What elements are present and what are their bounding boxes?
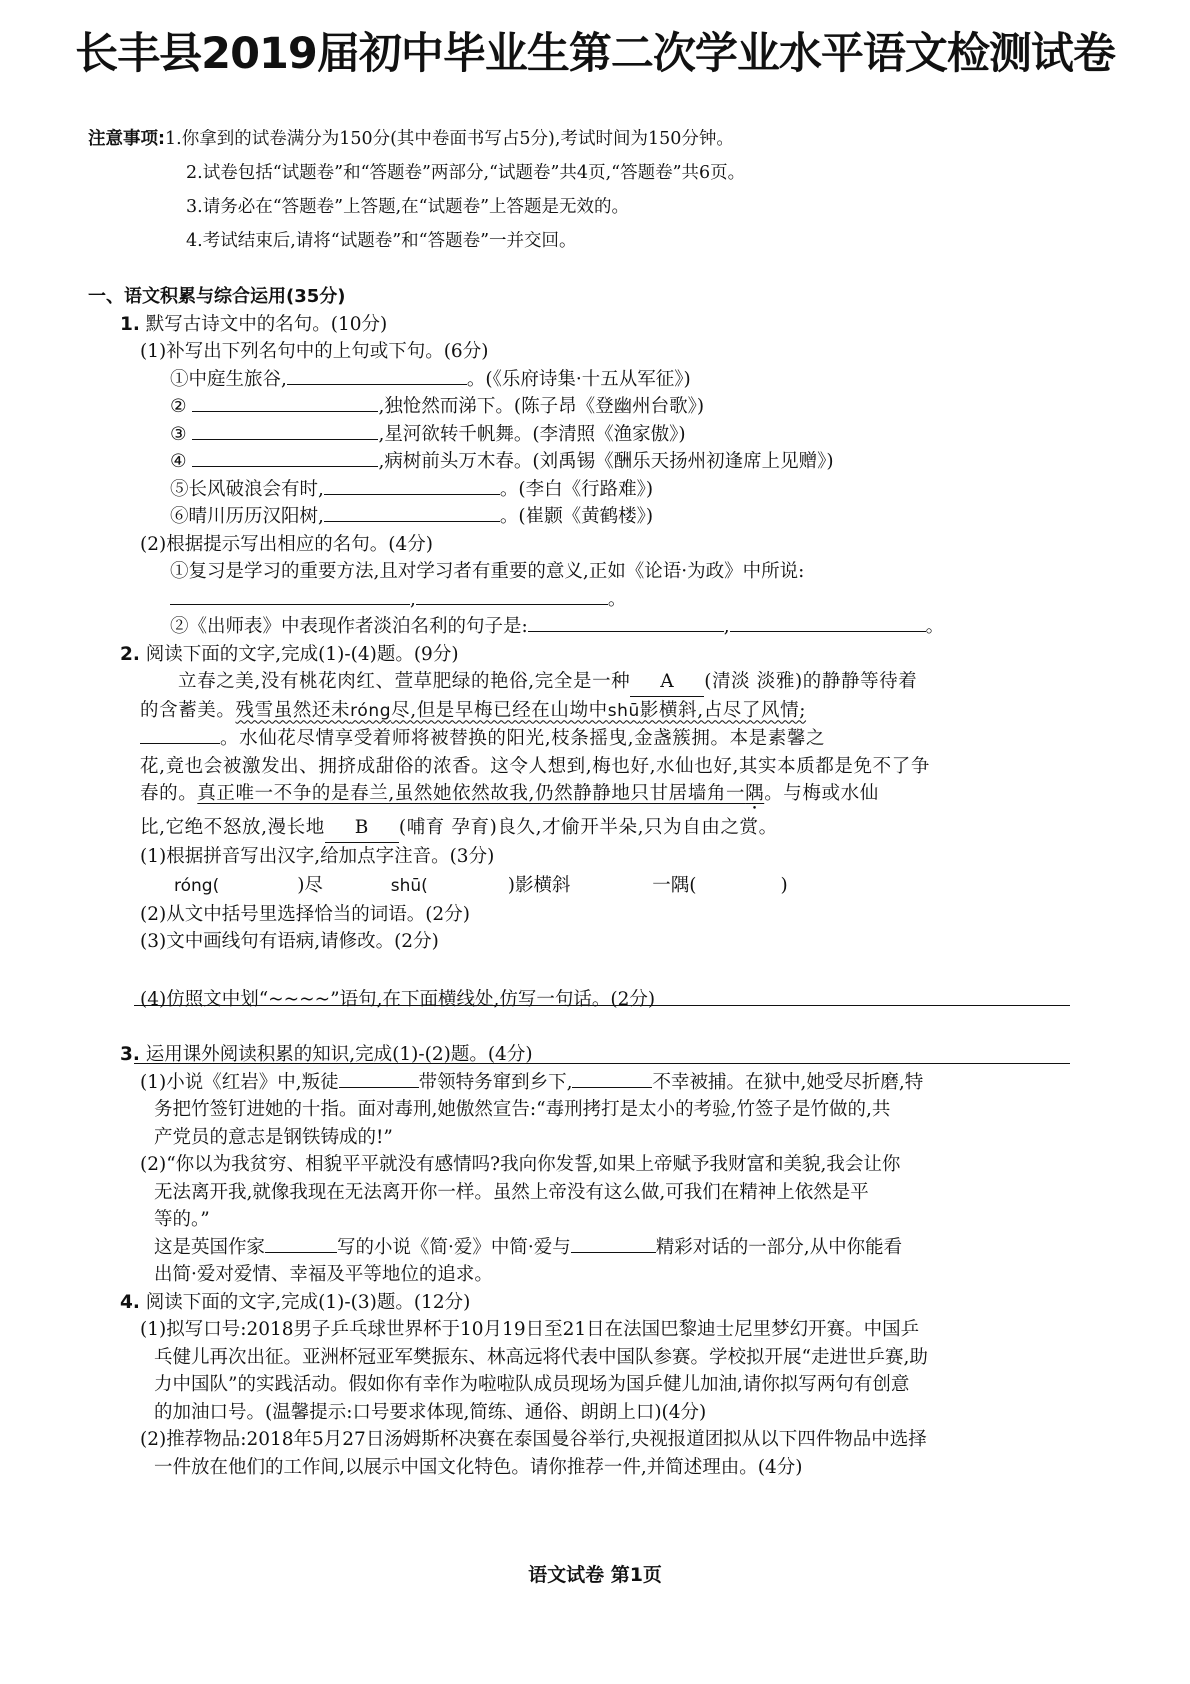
q1-item-5: ⑤长风破浪会有时, 。(李白《行路难》) (88, 476, 1088, 504)
exam-title: 长丰县2019届初中毕业生第二次学业水平语文检测试卷 (75, 29, 1115, 79)
wavy-underlined-sentence: 残雪虽然还未róng尽,但是早梅已经在山坳中shū影横斜,占尽了风情; (235, 699, 807, 721)
answer-blank[interactable] (192, 393, 378, 412)
q2-sub-3-answer-space[interactable] (88, 956, 1088, 986)
blank-a[interactable]: A (630, 668, 704, 697)
section-1-heading: 一、语文积累与综合运用(35分) (88, 286, 346, 307)
dotted-character: 隅 (745, 783, 765, 804)
answer-blank[interactable] (287, 366, 467, 385)
blank-b[interactable]: B (325, 814, 399, 843)
q1-item-6: ⑥晴川历历汉阳树, 。(崔颢《黄鹤楼》) (88, 503, 1088, 531)
q3-sub-2: (2)“你以为我贫穷、相貌平平就没有感情吗?我向你发誓,如果上帝赋予我财富和美貌,我会让你 (140, 1154, 901, 1175)
question-1: 1. 默写古诗文中的名句。(10分) (120, 313, 388, 335)
answer-blank[interactable] (730, 613, 926, 632)
q2-sub-1-answers: róng( )尽 shū( )影横斜 一隅( ) (174, 875, 788, 896)
q2-passage: 立春之美,没有桃花肉红、萱草肥绿的艳俗,完全是一种 A (清淡 淡雅)的静静等待着 的含蓄美。残雪虽然还未róng尽,但是早梅已经在山坳中shū影横斜,占尽了风情; 。水仙花尽情享受着师将被替换的阳光,枝条摇曳,金盏簇拥。本是素馨之 花,竟也会被激发出、拥挤成甜俗的浓香。这令人想到,梅也好,水仙也好,其实本质都是免不了争 春的。真正唯一不争的是春兰,虽然她依然故我,仍然静静地只甘居墙角一隅。与梅或水仙 比,它绝不怒放,漫长地 B (哺育 孕育)良久,才偷开半朵,只为自由之赏。 (88, 668, 1088, 843)
q3-sub-1: (1)小说《红岩》中,叛徒 带领特务窜到乡下, 不幸被捕。在狱中,她受尽折磨,特 (88, 1069, 1088, 1097)
q1-part2-item-1-answer: , 。 (88, 586, 1088, 614)
answer-blank[interactable] (192, 448, 378, 467)
instruction-2: 2.试卷包括“试题卷”和“答题卷”两部分,“试题卷”共4页,“答题卷”共6页。 (186, 163, 746, 183)
answer-blank[interactable] (324, 476, 500, 495)
question-2: 2. 阅读下面的文字,完成(1)-(4)题。(9分) (120, 643, 459, 665)
instruction-4: 4.考试结束后,请将“试题卷”和“答题卷”一并交回。 (186, 231, 577, 251)
q4-sub-2: (2)推荐物品:2018年5月27日汤姆斯杯决赛在泰国曼谷举行,央视报道团拟从以下四件物品中选择 (140, 1429, 927, 1450)
page-footer: 语文试卷 第1页 (528, 1564, 662, 1586)
imitation-blank[interactable] (140, 725, 220, 744)
q2-sub-2: (2)从文中括号里选择恰当的词语。(2分) (140, 903, 470, 925)
q4-sub-1: (1)拟写口号:2018男子乒乓球世界杯于10月19日至21日在法国巴黎迪士尼里梦幻开赛。中国乒 (140, 1319, 920, 1340)
q2-sub-1: (1)根据拼音写出汉字,给加点字注音。(3分) (140, 845, 495, 867)
q1-part-1: (1)补写出下列名句中的上句或下句。(6分) (140, 341, 489, 362)
answer-blank[interactable] (572, 1069, 652, 1088)
answer-blank[interactable] (571, 1234, 656, 1253)
exam-instructions (88, 122, 1128, 258)
q2-sub-3: (3)文中画线句有语病,请修改。(2分) (140, 931, 439, 952)
answer-rule (134, 1063, 1070, 1064)
q1-part2-item-2: ②《出师表》中表现作者淡泊名利的句子是: , 。 (88, 613, 1088, 641)
instruction-3: 3.请务必在“答题卷”上答题,在“试题卷”上答题是无效的。 (186, 197, 630, 217)
answer-blank[interactable] (339, 1069, 419, 1088)
instructions-label: 注意事项: (88, 129, 165, 149)
answer-blank[interactable] (265, 1234, 337, 1253)
question-4: 4. 阅读下面的文字,完成(1)-(3)题。(12分) (120, 1291, 471, 1313)
answer-blank[interactable] (170, 586, 410, 605)
answer-blank[interactable] (416, 586, 608, 605)
exam-body: 一、语文积累与综合运用(35分) 1. 默写古诗文中的名句。(10分) (1)补写出下列名句中的上句或下句。(6分) ①中庭生旅谷, 。(《乐府诗集·十五从军征》) ② ,独怆然而涕下。(陈子昂《登幽州台歌》) ③ ,星河欲转千帆舞。(李清照《渔家傲》) ④ ,病树前头万木春。(刘禹锡《酬乐天扬州初逢席上见赠》) ⑤长风破浪会有时, 。(李白《行路难》) ⑥晴川历历汉阳树, 。(崔颢《黄鹤楼》) (2)根据提示写出相应的名句。(4分) ①复习是学习的重要方法,且对学习者有重要的意义,正如《论语·为政》中所说: , 。 ②《出师表》中表现作者淡泊名利的句子是: , 。 2. 阅读下面的文字,完成(1)-(4)题。(9分) 立春之美,没有桃花肉红、萱草肥绿的艳俗,完全是一种 A (清淡 淡雅)的静静等待着 的含蓄美。残雪虽然还未róng尽,但是早梅已经在山坳中shū影横斜,占尽了风情; 。水仙花尽情享受着师将被替换的阳光,枝条摇曳,金盏簇拥。本是素馨之 花,竟也会被激发出、拥挤成甜俗的浓香。这令人想到,梅也好,水仙也好,其实本质都是免不了争 春的。真正唯一不争的是春兰,虽然她依然故我,仍然静静地只甘居墙角一隅。与梅或水仙 比,它绝不怒放,漫长地 B (哺育 孕育)良久,才偷开半朵,只为自由之赏。 (1)根据拼音写出汉字,给加点字注音。(3分) róng( )尽 shū( )影横斜 一隅( ) (2)从文中括号里选择恰当的词语。(2分) (3)文中画线句有语病,请修改。(2分) (4)仿照文中划“~~~~”语句,在下面横线处,仿写一句话。(2分) 3. 运用课外阅读积累的知识,完成(1)-(2)题。(4分) (1)小说《红岩》中,叛徒 带领特务窜到乡下, 不幸被捕。在狱中,她受尽折磨,特 务把竹签钉进她的十指。面对毒刑,她傲然宣告:“毒刑拷打是太小的考验,竹签子是竹做的,共 产党员的意志是钢铁铸成的!” (2)“你以为我贫穷、相貌平平就没有感情吗?我向你发誓,如果上帝赋予我财富和美貌,我会让你 无法离开我,就像我现在无法离开你一样。虽然上帝没有这么做,可我们在精神上依然是平 等的。” 这是英国作家 写的小说《简·爱》中简·爱与 精彩对话的一部分,从中你能看 出简·爱对爱情、幸福及平等地位的追求。 4. 阅读下面的文字,完成(1)-(3)题。(12分) (1)拟写口号:2018男子乒乓球世界杯于10月19日至21日在法国巴黎迪士尼里梦幻开赛。中国乒 乓健儿再次出征。亚洲杯冠亚军樊振东、林高远将代表中国队参赛。学校拟开展“走进世乒赛,助 力中国队”的实践活动。假如你有幸作为啦啦队成员现场为国乒健儿加油,请你拟写两句有创意 的加油口号。(温馨提示:口号要求体现,简练、通俗、朗朗上口)(4分) (2)推荐物品:2018年5月27日汤姆斯杯决赛在泰国曼谷举行,央视报道团拟从以下四件物品中选择 一件放在他们的工作间,以展示中国文化特色。请你推荐一件,并简述理由。(4分) (88, 283, 1088, 1481)
answer-rule (134, 1005, 1070, 1006)
q2-sub-4: (4)仿照文中划“~~~~”语句,在下面横线处,仿写一句话。(2分) (140, 988, 656, 1010)
q1-item-2: ② ,独怆然而涕下。(陈子昂《登幽州台歌》) (88, 393, 1088, 421)
answer-blank[interactable] (192, 421, 378, 440)
instruction-1: 注意事项:1.你拿到的试卷满分为150分(其中卷面书写占5分),考试时间为150分钟。 (88, 129, 734, 149)
q1-item-1: ①中庭生旅谷, 。(《乐府诗集·十五从军征》) (88, 366, 1088, 394)
question-3: 3. 运用课外阅读积累的知识,完成(1)-(2)题。(4分) (120, 1044, 533, 1065)
q1-item-3: ③ ,星河欲转千帆舞。(李清照《渔家傲》) (88, 421, 1088, 449)
q1-part2-item-1: ①复习是学习的重要方法,且对学习者有重要的意义,正如《论语·为政》中所说: (170, 561, 805, 582)
q1-item-4: ④ ,病树前头万木春。(刘禹锡《酬乐天扬州初逢席上见赠》) (88, 448, 1088, 476)
answer-blank[interactable] (324, 503, 500, 522)
answer-blank[interactable] (528, 613, 724, 632)
underlined-faulty-sentence: 真正唯一不争的是春兰,虽然她依然故我,仍然静静地只甘居墙角一隅 (197, 783, 765, 804)
q1-part-2: (2)根据提示写出相应的名句。(4分) (140, 533, 433, 555)
q2-sub-4-answer-space[interactable] (88, 1013, 1088, 1041)
